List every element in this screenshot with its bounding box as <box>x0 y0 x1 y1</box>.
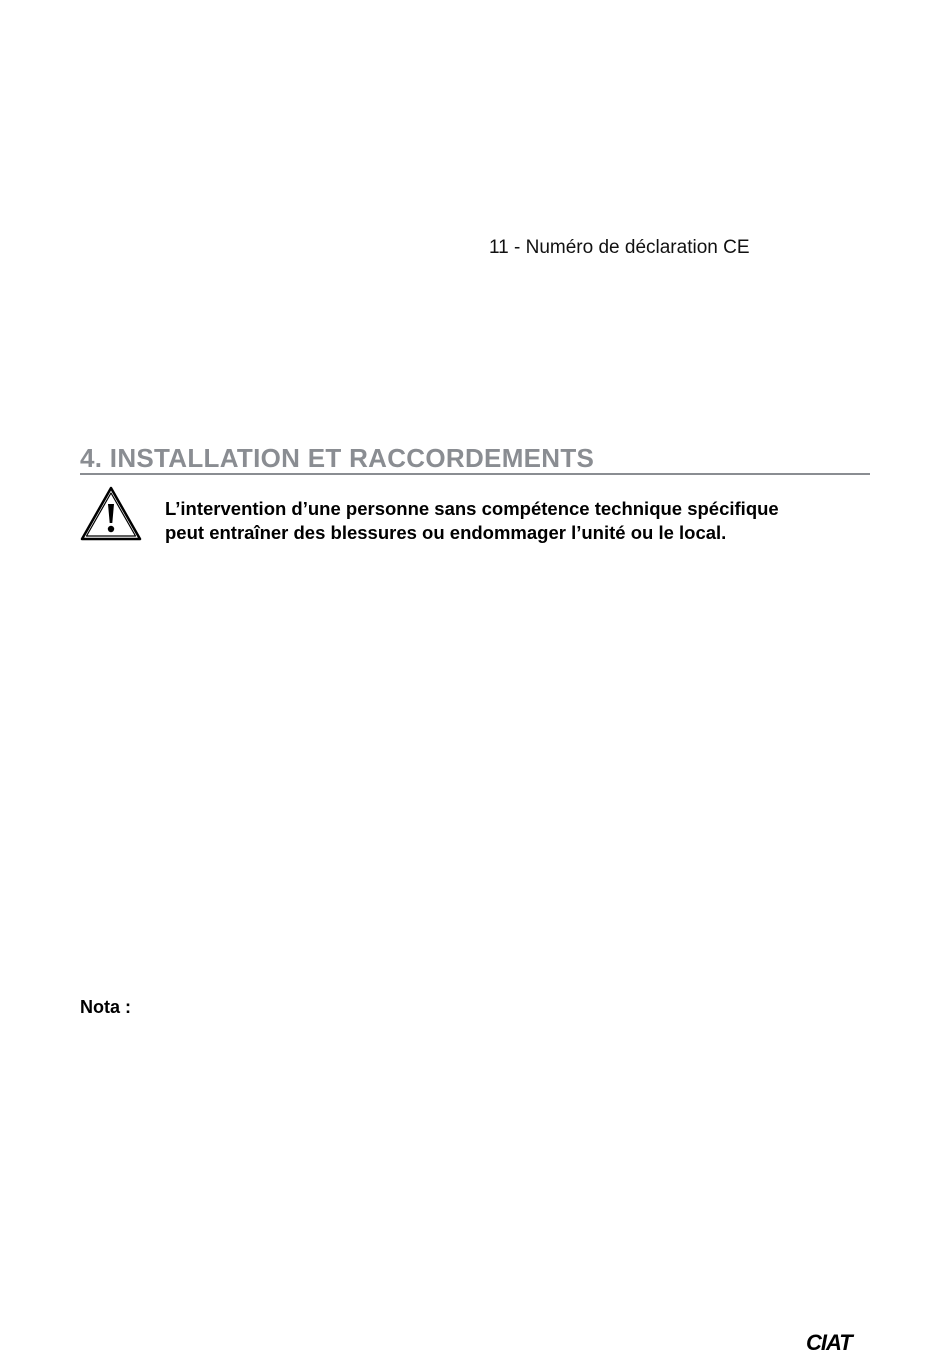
warning-message <box>165 497 875 545</box>
section-title: 4. INSTALLATION ET RACCORDEMENTS <box>80 443 595 473</box>
nota-label: Nota : <box>80 997 131 1017</box>
warning-triangle-icon <box>80 486 142 542</box>
warning-line-1: L’intervention d’une personne sans compétence technique spécifique <box>165 498 779 519</box>
ciat-logo: CIAT <box>806 1330 852 1355</box>
declaration-number-item: 11 - Numéro de déclaration CE <box>489 237 750 258</box>
section-heading <box>80 443 870 475</box>
warning-line-2: peut entraîner des blessures ou endommager l’unité ou le local. <box>165 522 727 543</box>
